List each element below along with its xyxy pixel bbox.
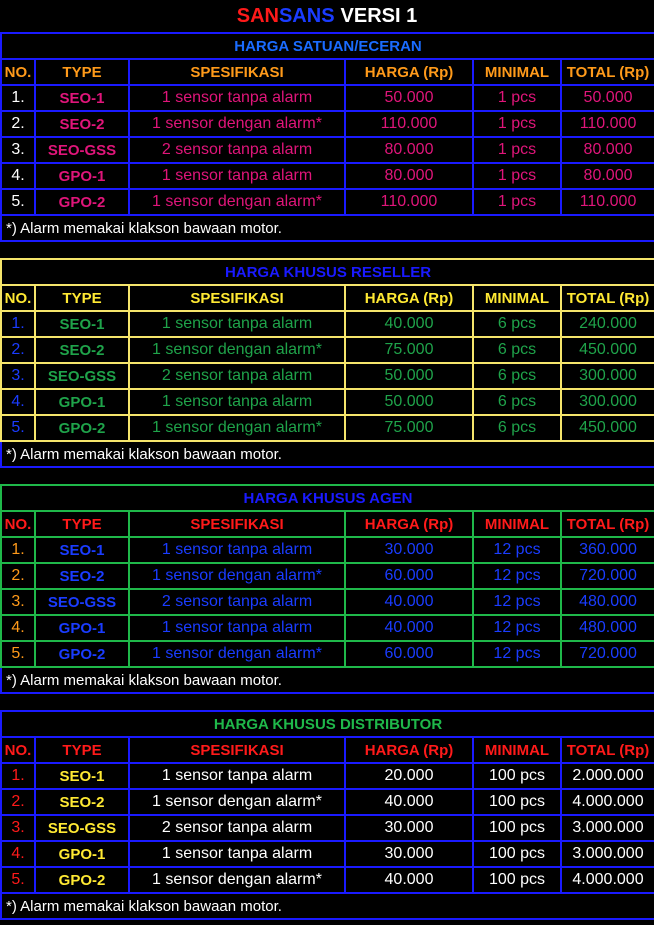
table-row bbox=[1, 641, 654, 667]
total-price: 300.000 bbox=[561, 363, 654, 389]
product-type: SEO-2 bbox=[35, 337, 129, 363]
unit-price: 75.000 bbox=[345, 415, 473, 441]
unit-price: 60.000 bbox=[345, 641, 473, 667]
row-number: 3. bbox=[1, 815, 35, 841]
product-type: SEO-2 bbox=[35, 111, 129, 137]
column-header: NO. bbox=[1, 737, 35, 763]
specification: 1 sensor dengan alarm* bbox=[129, 789, 345, 815]
column-header: MINIMAL bbox=[473, 511, 561, 537]
minimum-order: 100 pcs bbox=[473, 841, 561, 867]
table-row bbox=[1, 337, 654, 363]
specification: 2 sensor tanpa alarm bbox=[129, 589, 345, 615]
specification: 1 sensor tanpa alarm bbox=[129, 389, 345, 415]
specification: 1 sensor tanpa alarm bbox=[129, 537, 345, 563]
column-header-row bbox=[1, 737, 654, 763]
product-type: SEO-2 bbox=[35, 563, 129, 589]
specification: 1 sensor dengan alarm* bbox=[129, 337, 345, 363]
column-header-row bbox=[1, 59, 654, 85]
total-price: 240.000 bbox=[561, 311, 654, 337]
product-type: GPO-1 bbox=[35, 163, 129, 189]
product-type: GPO-2 bbox=[35, 641, 129, 667]
product-type: SEO-GSS bbox=[35, 815, 129, 841]
price-table-distributor bbox=[0, 710, 654, 920]
specification: 1 sensor dengan alarm* bbox=[129, 641, 345, 667]
unit-price: 40.000 bbox=[345, 311, 473, 337]
column-header: TOTAL (Rp) bbox=[561, 511, 654, 537]
row-number: 2. bbox=[1, 337, 35, 363]
column-header: MINIMAL bbox=[473, 285, 561, 311]
total-price: 80.000 bbox=[561, 137, 654, 163]
minimum-order: 12 pcs bbox=[473, 615, 561, 641]
minimum-order: 1 pcs bbox=[473, 111, 561, 137]
product-type: GPO-1 bbox=[35, 615, 129, 641]
unit-price: 40.000 bbox=[345, 615, 473, 641]
unit-price: 50.000 bbox=[345, 389, 473, 415]
unit-price: 30.000 bbox=[345, 841, 473, 867]
column-header: TYPE bbox=[35, 511, 129, 537]
table-row bbox=[1, 389, 654, 415]
row-number: 3. bbox=[1, 137, 35, 163]
specification: 2 sensor tanpa alarm bbox=[129, 137, 345, 163]
section-gap bbox=[0, 242, 654, 258]
total-price: 2.000.000 bbox=[561, 763, 654, 789]
product-type: SEO-GSS bbox=[35, 137, 129, 163]
row-number: 4. bbox=[1, 615, 35, 641]
specification: 2 sensor tanpa alarm bbox=[129, 363, 345, 389]
table-row bbox=[1, 111, 654, 137]
total-price: 80.000 bbox=[561, 163, 654, 189]
table-row bbox=[1, 189, 654, 215]
table-row bbox=[1, 789, 654, 815]
minimum-order: 12 pcs bbox=[473, 589, 561, 615]
minimum-order: 100 pcs bbox=[473, 763, 561, 789]
minimum-order: 6 pcs bbox=[473, 311, 561, 337]
minimum-order: 6 pcs bbox=[473, 389, 561, 415]
product-type: SEO-1 bbox=[35, 85, 129, 111]
minimum-order: 12 pcs bbox=[473, 537, 561, 563]
total-price: 50.000 bbox=[561, 85, 654, 111]
column-header: TOTAL (Rp) bbox=[561, 737, 654, 763]
unit-price: 40.000 bbox=[345, 867, 473, 893]
column-header: HARGA (Rp) bbox=[345, 511, 473, 537]
product-type: GPO-1 bbox=[35, 389, 129, 415]
minimum-order: 6 pcs bbox=[473, 337, 561, 363]
column-header-row bbox=[1, 285, 654, 311]
total-price: 480.000 bbox=[561, 615, 654, 641]
section-gap bbox=[0, 694, 654, 710]
table-row bbox=[1, 415, 654, 441]
minimum-order: 12 pcs bbox=[473, 563, 561, 589]
column-header-row bbox=[1, 511, 654, 537]
specification: 1 sensor tanpa alarm bbox=[129, 311, 345, 337]
unit-price: 20.000 bbox=[345, 763, 473, 789]
table-row bbox=[1, 841, 654, 867]
product-type: SEO-1 bbox=[35, 311, 129, 337]
column-header: SPESIFIKASI bbox=[129, 511, 345, 537]
row-number: 5. bbox=[1, 415, 35, 441]
column-header: MINIMAL bbox=[473, 59, 561, 85]
minimum-order: 100 pcs bbox=[473, 867, 561, 893]
total-price: 450.000 bbox=[561, 337, 654, 363]
table-row bbox=[1, 615, 654, 641]
column-header: TYPE bbox=[35, 737, 129, 763]
total-price: 3.000.000 bbox=[561, 841, 654, 867]
row-number: 1. bbox=[1, 763, 35, 789]
product-type: GPO-1 bbox=[35, 841, 129, 867]
column-header: SPESIFIKASI bbox=[129, 285, 345, 311]
minimum-order: 12 pcs bbox=[473, 641, 561, 667]
column-header: SPESIFIKASI bbox=[129, 737, 345, 763]
row-number: 2. bbox=[1, 111, 35, 137]
table-row bbox=[1, 763, 654, 789]
unit-price: 30.000 bbox=[345, 815, 473, 841]
row-number: 3. bbox=[1, 589, 35, 615]
specification: 1 sensor dengan alarm* bbox=[129, 563, 345, 589]
unit-price: 75.000 bbox=[345, 337, 473, 363]
row-number: 4. bbox=[1, 163, 35, 189]
section-heading: HARGA SATUAN/ECERAN bbox=[1, 33, 654, 59]
minimum-order: 1 pcs bbox=[473, 189, 561, 215]
row-number: 4. bbox=[1, 389, 35, 415]
specification: 1 sensor dengan alarm* bbox=[129, 867, 345, 893]
row-number: 1. bbox=[1, 537, 35, 563]
total-price: 300.000 bbox=[561, 389, 654, 415]
specification: 1 sensor tanpa alarm bbox=[129, 85, 345, 111]
product-type: SEO-2 bbox=[35, 789, 129, 815]
row-number: 2. bbox=[1, 563, 35, 589]
minimum-order: 6 pcs bbox=[473, 415, 561, 441]
product-type: SEO-GSS bbox=[35, 589, 129, 615]
column-header: NO. bbox=[1, 285, 35, 311]
unit-price: 80.000 bbox=[345, 163, 473, 189]
table-row bbox=[1, 85, 654, 111]
unit-price: 80.000 bbox=[345, 137, 473, 163]
column-header: TYPE bbox=[35, 59, 129, 85]
column-header: NO. bbox=[1, 59, 35, 85]
section-heading: HARGA KHUSUS DISTRIBUTOR bbox=[1, 711, 654, 737]
section-gap bbox=[0, 468, 654, 484]
total-price: 720.000 bbox=[561, 641, 654, 667]
total-price: 360.000 bbox=[561, 537, 654, 563]
product-type: SEO-GSS bbox=[35, 363, 129, 389]
title-version: VERSI 1 bbox=[340, 4, 418, 27]
column-header: MINIMAL bbox=[473, 737, 561, 763]
table-row bbox=[1, 867, 654, 893]
footnote: *) Alarm memakai klakson bawaan motor. bbox=[1, 215, 654, 241]
row-number: 5. bbox=[1, 641, 35, 667]
table-row bbox=[1, 163, 654, 189]
footnote: *) Alarm memakai klakson bawaan motor. bbox=[1, 441, 654, 467]
table-row bbox=[1, 589, 654, 615]
column-header: NO. bbox=[1, 511, 35, 537]
product-type: GPO-2 bbox=[35, 867, 129, 893]
table-row bbox=[1, 363, 654, 389]
minimum-order: 1 pcs bbox=[473, 137, 561, 163]
unit-price: 50.000 bbox=[345, 363, 473, 389]
total-price: 110.000 bbox=[561, 111, 654, 137]
minimum-order: 1 pcs bbox=[473, 85, 561, 111]
unit-price: 60.000 bbox=[345, 563, 473, 589]
product-type: SEO-1 bbox=[35, 537, 129, 563]
column-header: SPESIFIKASI bbox=[129, 59, 345, 85]
minimum-order: 1 pcs bbox=[473, 163, 561, 189]
specification: 1 sensor tanpa alarm bbox=[129, 615, 345, 641]
column-header: HARGA (Rp) bbox=[345, 737, 473, 763]
column-header: TOTAL (Rp) bbox=[561, 59, 654, 85]
specification: 1 sensor tanpa alarm bbox=[129, 841, 345, 867]
total-price: 110.000 bbox=[561, 189, 654, 215]
table-row bbox=[1, 537, 654, 563]
column-header: HARGA (Rp) bbox=[345, 285, 473, 311]
column-header: TYPE bbox=[35, 285, 129, 311]
unit-price: 40.000 bbox=[345, 589, 473, 615]
product-type: GPO-2 bbox=[35, 415, 129, 441]
specification: 1 sensor tanpa alarm bbox=[129, 163, 345, 189]
title-brand-part2: SANS bbox=[278, 4, 335, 27]
total-price: 3.000.000 bbox=[561, 815, 654, 841]
price-table-reseller bbox=[0, 258, 654, 468]
column-header: TOTAL (Rp) bbox=[561, 285, 654, 311]
page-title bbox=[0, 0, 654, 32]
table-row bbox=[1, 563, 654, 589]
unit-price: 40.000 bbox=[345, 789, 473, 815]
total-price: 480.000 bbox=[561, 589, 654, 615]
specification: 1 sensor dengan alarm* bbox=[129, 189, 345, 215]
row-number: 2. bbox=[1, 789, 35, 815]
unit-price: 50.000 bbox=[345, 85, 473, 111]
section-heading: HARGA KHUSUS AGEN bbox=[1, 485, 654, 511]
row-number: 1. bbox=[1, 85, 35, 111]
footnote: *) Alarm memakai klakson bawaan motor. bbox=[1, 893, 654, 919]
total-price: 450.000 bbox=[561, 415, 654, 441]
section-heading: HARGA KHUSUS RESELLER bbox=[1, 259, 654, 285]
total-price: 4.000.000 bbox=[561, 867, 654, 893]
row-number: 3. bbox=[1, 363, 35, 389]
unit-price: 110.000 bbox=[345, 111, 473, 137]
minimum-order: 6 pcs bbox=[473, 363, 561, 389]
unit-price: 30.000 bbox=[345, 537, 473, 563]
footnote: *) Alarm memakai klakson bawaan motor. bbox=[1, 667, 654, 693]
row-number: 5. bbox=[1, 867, 35, 893]
price-table-agen bbox=[0, 484, 654, 694]
product-type: SEO-1 bbox=[35, 763, 129, 789]
table-row bbox=[1, 815, 654, 841]
price-sections bbox=[0, 32, 654, 920]
row-number: 5. bbox=[1, 189, 35, 215]
total-price: 4.000.000 bbox=[561, 789, 654, 815]
title-brand-part1: SAN bbox=[236, 4, 279, 27]
table-row bbox=[1, 311, 654, 337]
table-row bbox=[1, 137, 654, 163]
unit-price: 110.000 bbox=[345, 189, 473, 215]
column-header: HARGA (Rp) bbox=[345, 59, 473, 85]
product-type: GPO-2 bbox=[35, 189, 129, 215]
specification: 1 sensor dengan alarm* bbox=[129, 415, 345, 441]
minimum-order: 100 pcs bbox=[473, 789, 561, 815]
specification: 2 sensor tanpa alarm bbox=[129, 815, 345, 841]
minimum-order: 100 pcs bbox=[473, 815, 561, 841]
specification: 1 sensor dengan alarm* bbox=[129, 111, 345, 137]
row-number: 4. bbox=[1, 841, 35, 867]
price-table-satuan bbox=[0, 32, 654, 242]
total-price: 720.000 bbox=[561, 563, 654, 589]
specification: 1 sensor tanpa alarm bbox=[129, 763, 345, 789]
row-number: 1. bbox=[1, 311, 35, 337]
